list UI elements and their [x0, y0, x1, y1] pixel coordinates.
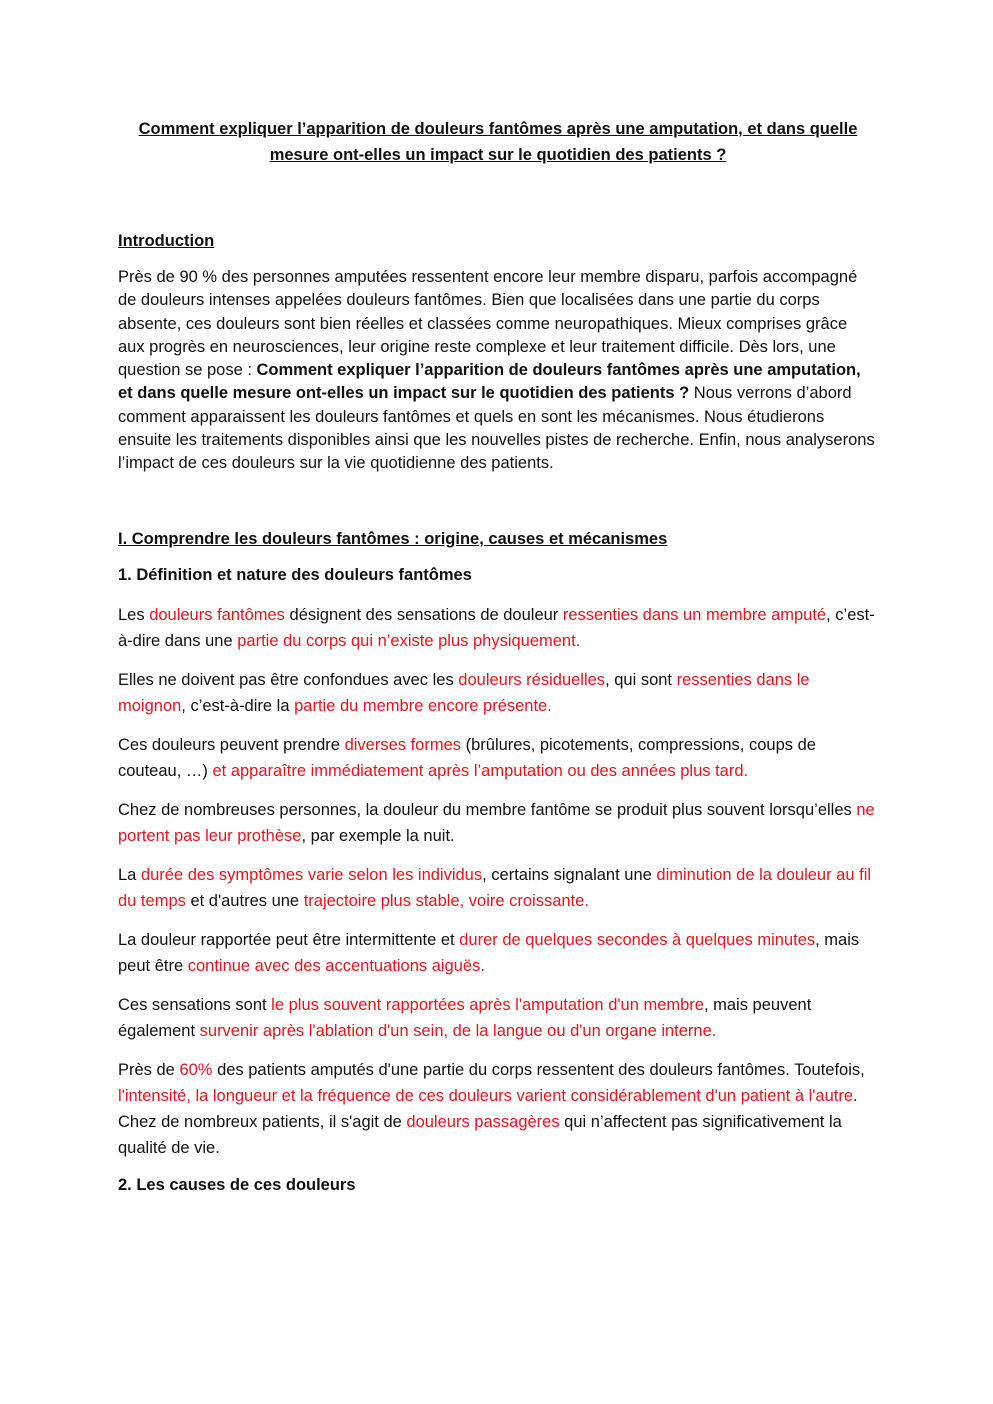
- body-text: Près de: [118, 1060, 180, 1079]
- paragraph-residual-pain: [118, 667, 878, 719]
- body-text: , certains signalant une: [482, 865, 657, 884]
- document-page: [118, 116, 878, 1212]
- paragraph-definition: [118, 602, 878, 654]
- highlighted-text: ressenties dans le moignon: [118, 670, 810, 715]
- paragraph-prosthesis: [118, 797, 878, 849]
- body-text: La: [118, 865, 141, 884]
- body-text: Chez de nombreuses personnes, la douleur du membre fantôme se produit plus souvent lorsqu’elles: [118, 800, 857, 819]
- body-text: , c’est-à-dire la: [181, 696, 295, 715]
- paragraph-intermittent: [118, 927, 878, 979]
- body-text: et d'autres une: [185, 891, 304, 910]
- body-text: , mais peuvent également: [118, 995, 812, 1040]
- paragraph-occurrence: [118, 992, 878, 1044]
- body-text: qui n’affectent pas significativement la qualité de vie.: [118, 1112, 842, 1157]
- body-text: , mais peut être: [118, 930, 860, 975]
- highlighted-text: l'intensité, la longueur et la fréquence de ces douleurs varient considérablement d'un patient à l'autre: [118, 1086, 853, 1105]
- highlighted-text: douleurs fantômes: [149, 605, 285, 624]
- highlighted-text: survenir après l'ablation d'un sein, de la langue ou d'un organe interne.: [199, 1021, 717, 1040]
- body-text: des patients amputés d'une partie du corps ressentent des douleurs fantômes. Toutefois,: [212, 1060, 865, 1079]
- part1-heading: I. Comprendre les douleurs fantômes : origine, causes et mécanismes: [118, 529, 668, 548]
- highlighted-text: et apparaître immédiatement après l’amputation ou des années plus tard.: [212, 761, 749, 780]
- body-text: . Chez de nombreux patients, il s'agit de: [118, 1086, 858, 1131]
- part1-subheading-1: 1. Définition et nature des douleurs fantômes: [118, 565, 472, 584]
- body-text: Ces sensations sont: [118, 995, 272, 1014]
- paragraph-prevalence: [118, 1057, 878, 1161]
- body-text: , c’est-à-dire dans une: [118, 605, 875, 650]
- body-text: Près de 90 % des personnes amputées ressentent encore leur membre disparu, parfois accompagné de douleurs intenses appelées douleurs fantômes. Bien que localisées dans une partie du corps absente, ces douleurs sont bien réelles et classées comme neuropathiques. Mieux comprises grâce aux progrès en neurosciences, leur origine reste complexe et leur traitement difficile. Dès lors, une question se pose :: [118, 268, 858, 380]
- highlighted-text: ressenties dans un membre amputé: [562, 605, 827, 624]
- highlighted-text: partie du membre encore présente.: [294, 696, 552, 715]
- highlighted-text: douleurs passagères: [406, 1112, 560, 1131]
- paragraph-forms: [118, 732, 878, 784]
- paragraph-duration: [118, 862, 878, 914]
- body-text: désignent des sensations de douleur: [284, 605, 563, 624]
- highlighted-text: partie du corps qui n’existe plus physiquement.: [237, 631, 581, 650]
- highlighted-text: diminution de la douleur au fil du temps: [118, 865, 872, 910]
- body-text: , par exemple la nuit.: [301, 826, 455, 845]
- introduction-heading: Introduction: [118, 232, 215, 250]
- body-text: Elles ne doivent pas être confondues avec les: [118, 670, 459, 689]
- highlighted-text: diverses formes: [344, 735, 462, 754]
- body-text: , qui sont: [605, 670, 677, 689]
- bold-question-text: Comment expliquer l’apparition de douleurs fantômes après une amputation, et dans quelle mesure ont-elles un impact sur le quotidien des patients ?: [118, 361, 861, 403]
- highlighted-text: trajectoire plus stable, voire croissante.: [303, 891, 589, 910]
- highlighted-text: le plus souvent rapportées après l'amputation d'un membre: [271, 995, 704, 1014]
- body-text: Ces douleurs peuvent prendre: [118, 735, 345, 754]
- highlighted-text: durer de quelques secondes à quelques minutes: [459, 930, 816, 949]
- body-text: Les: [118, 605, 150, 624]
- body-text: La douleur rapportée peut être intermittente et: [118, 930, 460, 949]
- highlighted-text: ne portent pas leur prothèse: [118, 800, 875, 845]
- introduction-paragraph: [118, 266, 878, 476]
- highlighted-text: durée des symptômes varie selon les individus: [140, 865, 483, 884]
- highlighted-text: 60%: [179, 1060, 213, 1079]
- part1-subheading-2: 2. Les causes de ces douleurs: [118, 1175, 356, 1194]
- document-title: Comment expliquer l’apparition de douleurs fantômes après une amputation, et dans quelle mesure ont-elles un impact sur le quotidien des patients ?: [138, 120, 858, 164]
- highlighted-text: douleurs résiduelles: [458, 670, 606, 689]
- body-text: Nous verrons d’abord comment apparaissent les douleurs fantômes et quels en sont les mécanismes. Nous étudierons ensuite les traitements disponibles ainsi que les nouvelles pistes de recherche. Enfin, nous analyserons l’impact de ces douleurs sur la vie quotidienne des patients.: [118, 384, 875, 473]
- highlighted-text: continue avec des accentuations aiguës.: [187, 956, 485, 975]
- body-text: (brûlures, picotements, compressions, coups de couteau, …): [118, 735, 816, 780]
